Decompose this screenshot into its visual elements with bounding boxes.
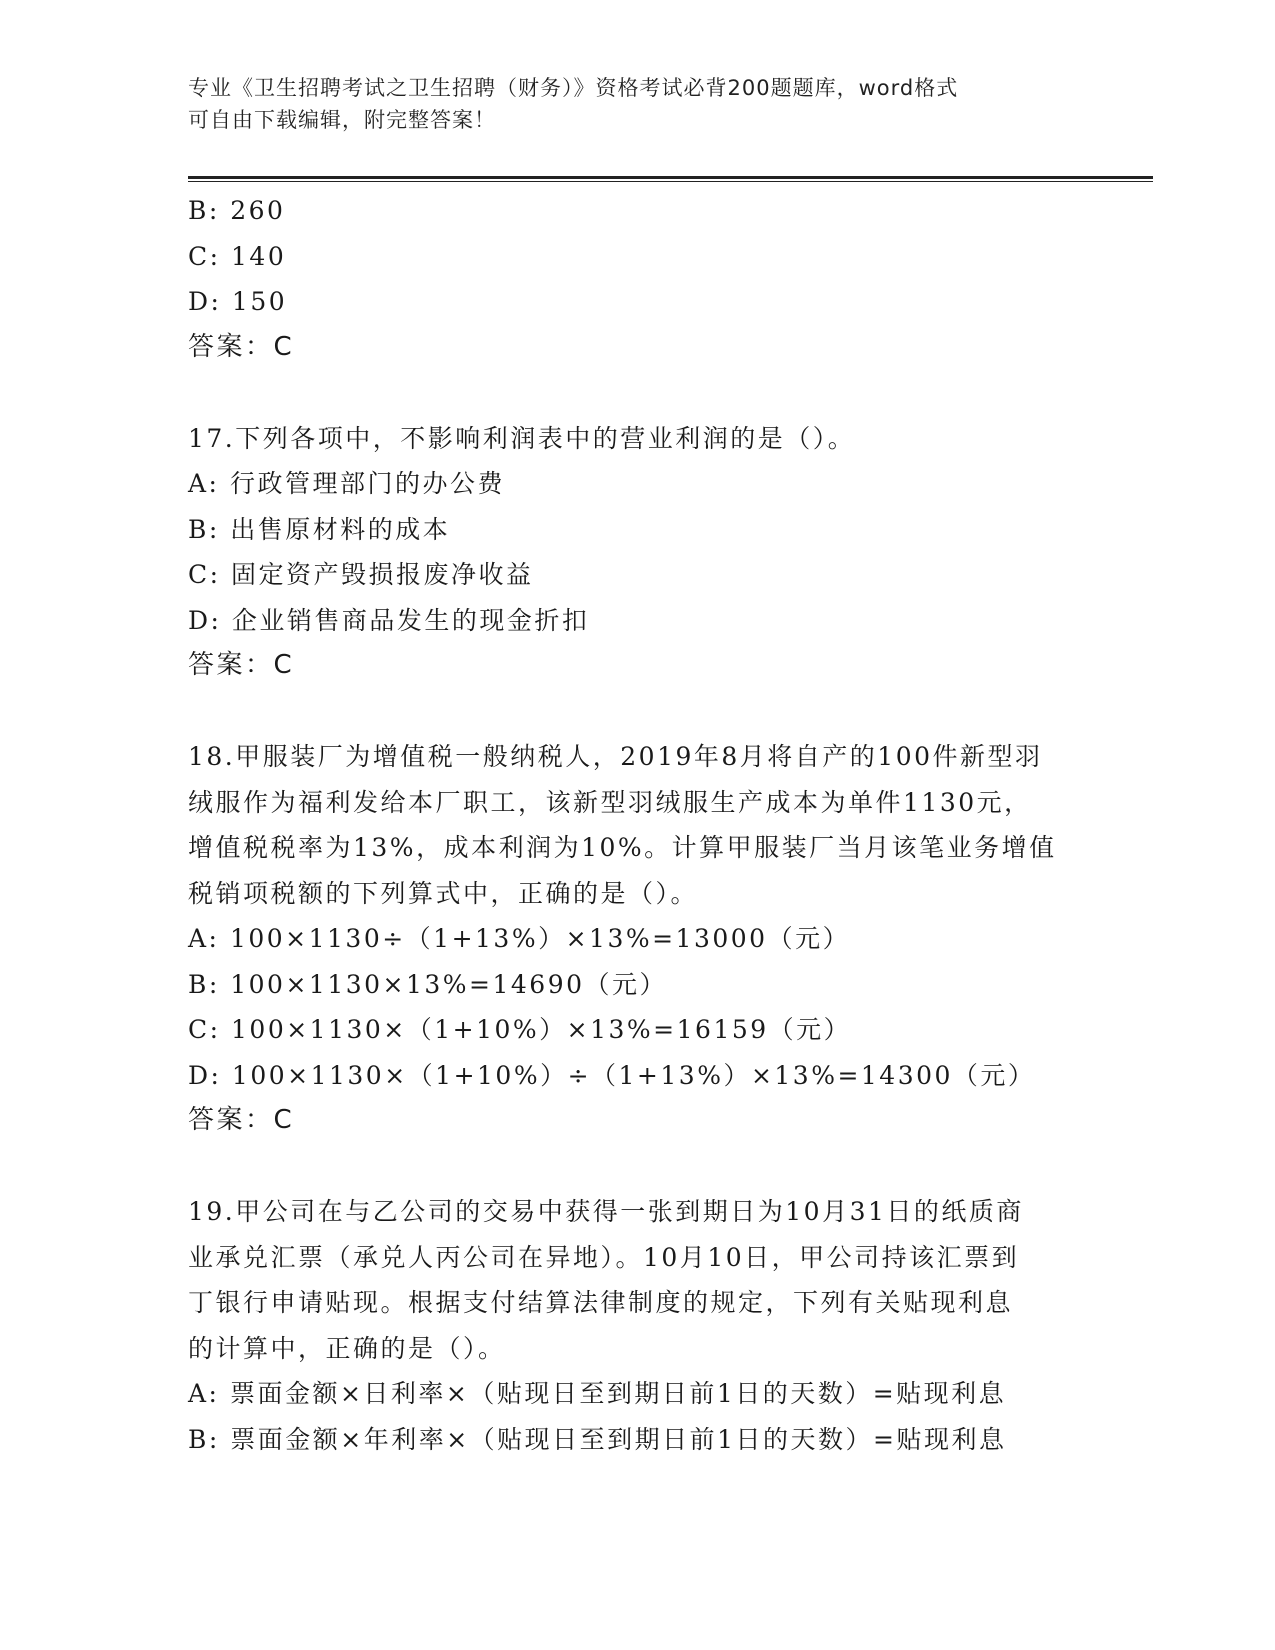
question-stem-line: 丁银行申请贴现。根据支付结算法律制度的规定，下列有关贴现利息 xyxy=(188,1288,1014,1317)
header-divider-thick xyxy=(188,176,1153,179)
question-stem: 17.下列各项中，不影响利润表中的营业利润的是（）。 xyxy=(188,423,856,453)
option-b: B: 260 xyxy=(188,196,286,225)
document-body xyxy=(188,188,1088,1462)
question-stem-line: 18.甲服装厂为增值税一般纳税人，2019年8月将自产的100件新型羽 xyxy=(188,742,1043,771)
spacer xyxy=(188,370,1088,416)
option-a: A: 100×1130÷（1+13%）×13%=13000（元） xyxy=(188,924,851,953)
question-19 xyxy=(188,1189,1088,1462)
question-stem-line: 绒服作为福利发给本厂职工，该新型羽绒服生产成本为单件1130元， xyxy=(188,787,1032,817)
option-b: B: 100×1130×13%=14690（元） xyxy=(188,969,668,999)
page-header xyxy=(188,72,1068,136)
option-d: D: 100×1130×（1+10%）÷（1+13%）×13%=14300（元） xyxy=(188,1060,1036,1090)
answer-line: 答案：C xyxy=(188,650,295,680)
option-b: B: 出售原材料的成本 xyxy=(188,514,451,544)
question-stem-line: 增值税税率为13%，成本利润为10%。计算甲服装厂当月该笔业务增值 xyxy=(188,833,1057,862)
spacer xyxy=(188,689,1088,735)
answer-line: 答案：C xyxy=(188,1105,295,1135)
question-18 xyxy=(188,734,1088,1144)
option-c: C: 固定资产毁损报废净收益 xyxy=(188,560,534,589)
header-title-line-1: 专业《卫生招聘考试之卫生招聘（财务）》资格考试必背200题题库，word格式 xyxy=(188,76,959,100)
question-stem-line: 19.甲公司在与乙公司的交易中获得一张到期日为10月31日的纸质商 xyxy=(188,1197,1024,1226)
spacer xyxy=(188,1144,1088,1190)
option-c: C: 100×1130×（1+10%）×13%=16159（元） xyxy=(188,1015,852,1044)
question-stem-line: 的计算中，正确的是（）。 xyxy=(188,1333,506,1363)
header-title-line-2: 可自由下载编辑，附完整答案！ xyxy=(188,108,496,132)
option-b: B: 票面金额×年利率×（贴现日至到期日前1日的天数）=贴现利息 xyxy=(188,1424,1007,1454)
question-16-continued xyxy=(188,188,1088,370)
question-stem-line: 业承兑汇票（承兑人丙公司在异地）。10月10日，甲公司持该汇票到 xyxy=(188,1242,1020,1272)
option-d: D: 企业销售商品发生的现金折扣 xyxy=(188,605,590,635)
option-a: A: 票面金额×日利率×（贴现日至到期日前1日的天数）=贴现利息 xyxy=(188,1379,1007,1408)
option-a: A: 行政管理部门的办公费 xyxy=(188,469,505,498)
option-d: D: 150 xyxy=(188,287,288,316)
answer-line: 答案：C xyxy=(188,331,295,362)
header-divider-thin xyxy=(188,181,1153,182)
question-17 xyxy=(188,416,1088,689)
option-c: C: 140 xyxy=(188,241,287,271)
question-stem-line: 税销项税额的下列算式中，正确的是（）。 xyxy=(188,878,699,908)
